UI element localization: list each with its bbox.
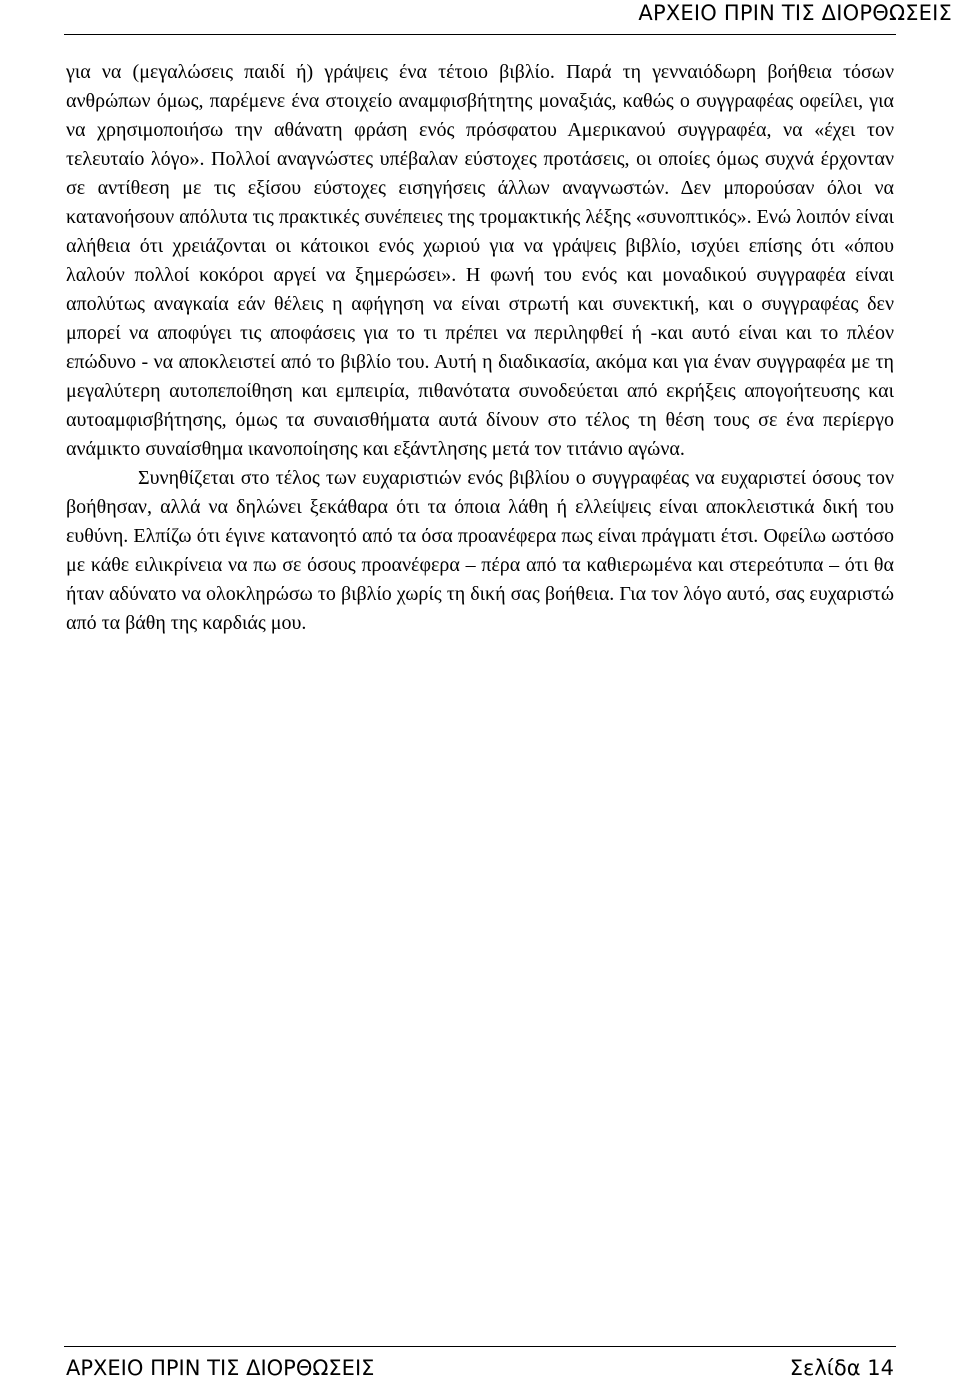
- footer-document-title: ΑΡΧΕΙΟ ΠΡΙΝ ΤΙΣ ΔΙΟΡΘΩΣΕΙΣ: [66, 1356, 375, 1380]
- body-paragraph-1: για να (μεγαλώσεις παιδί ή) γράψεις ένα τέτοιο βιβλίο. Παρά τη γενναιόδωρη βοήθεια τόσων ανθρώπων όμως, παρέμενε ένα στοιχείο αναμφισβήτητης μοναξιάς, καθώς ο συγγραφέας οφείλει, για να χρησιμοποιήσω την αθάνατη φράση ενός πρόσφατου Αμερικανού συγγραφέα, να «έχει τον τελευταίο λόγο». Πολλοί αναγνώστες υπέβαλαν εύστοχες προτάσεις, οι οποίες όμως συχνά έρχονταν σε αντίθεση με τις εξίσου εύστοχες εισηγήσεις άλλων αναγνωστών. Δεν μπορούσαν όλοι να κατανοήσουν απόλυτα τις πρακτικές συνέπειες της τρομακτικής λέξης «συνοπτικός». Ενώ λοιπόν είναι αλήθεια ότι χρειάζονται οι κάτοικοι ενός χωριού για να γράψεις βιβλίο, ισχύει επίσης ότι «όπου λαλούν πολλοί κοκόροι αργεί να ξημερώσει». Η φωνή του ενός και μοναδικού συγγραφέα είναι απολύτως αναγκαία εάν θέλεις η αφήγηση να είναι στρωτή και συνεκτική, και ο συγγραφέας δεν μπορεί να αποφύγει τις αποφάσεις για το τι πρέπει να περιληφθεί ή -και αυτό είναι και το πλέον επώδυνο - να αποκλειστεί από το βιβλίο του. Αυτή η διαδικασία, ακόμα και για έναν συγγραφέα με τη μεγαλύτερη αυτοπεποίθηση και εμπειρία, πιθανότατα συνοδεύεται από εκρήξεις απογοήτευσης και αυτοαμφισβήτησης, όμως τα συναισθήματα αυτά δίνουν στο τέλος τη θέση τους σε ένα περίεργο ανάμικτο συναίσθημα ικανοποίησης και εξάντλησης μετά τον τιτάνιο αγώνα.: [66, 61, 894, 460]
- page-header-title: ΑΡΧΕΙΟ ΠΡΙΝ ΤΙΣ ΔΙΟΡΘΩΣΕΙΣ: [638, 1, 952, 25]
- body-paragraph-2: Συνηθίζεται στο τέλος των ευχαριστιών ενός βιβλίου ο συγγραφέας να ευχαριστεί όσους τον βοήθησαν, αλλά να δηλώνει ξεκάθαρα ότι τα όποια λάθη ή ελλείψεις είναι αποκλειστικά δική του ευθύνη. Ελπίζω ότι έγινε κατανοητό από τα όσα προανέφερα πως είναι πράγματι έτσι. Οφείλω ωστόσο με κάθε ειλικρίνεια να πω σε όσους προανέφερα – πέρα από τα καθιερωμένα και στερεότυπα – ότι θα ήταν αδύνατο να ολοκληρώσω το βιβλίο χωρίς τη δική σας βοήθεια. Για τον λόγο αυτό, σας ευχαριστώ από τα βάθη της καρδιάς μου.: [66, 467, 894, 634]
- footer-page-number: Σελίδα 14: [789, 1356, 894, 1380]
- footer-divider: [64, 1346, 896, 1347]
- header-divider: [64, 34, 896, 35]
- page-body: [66, 58, 894, 638]
